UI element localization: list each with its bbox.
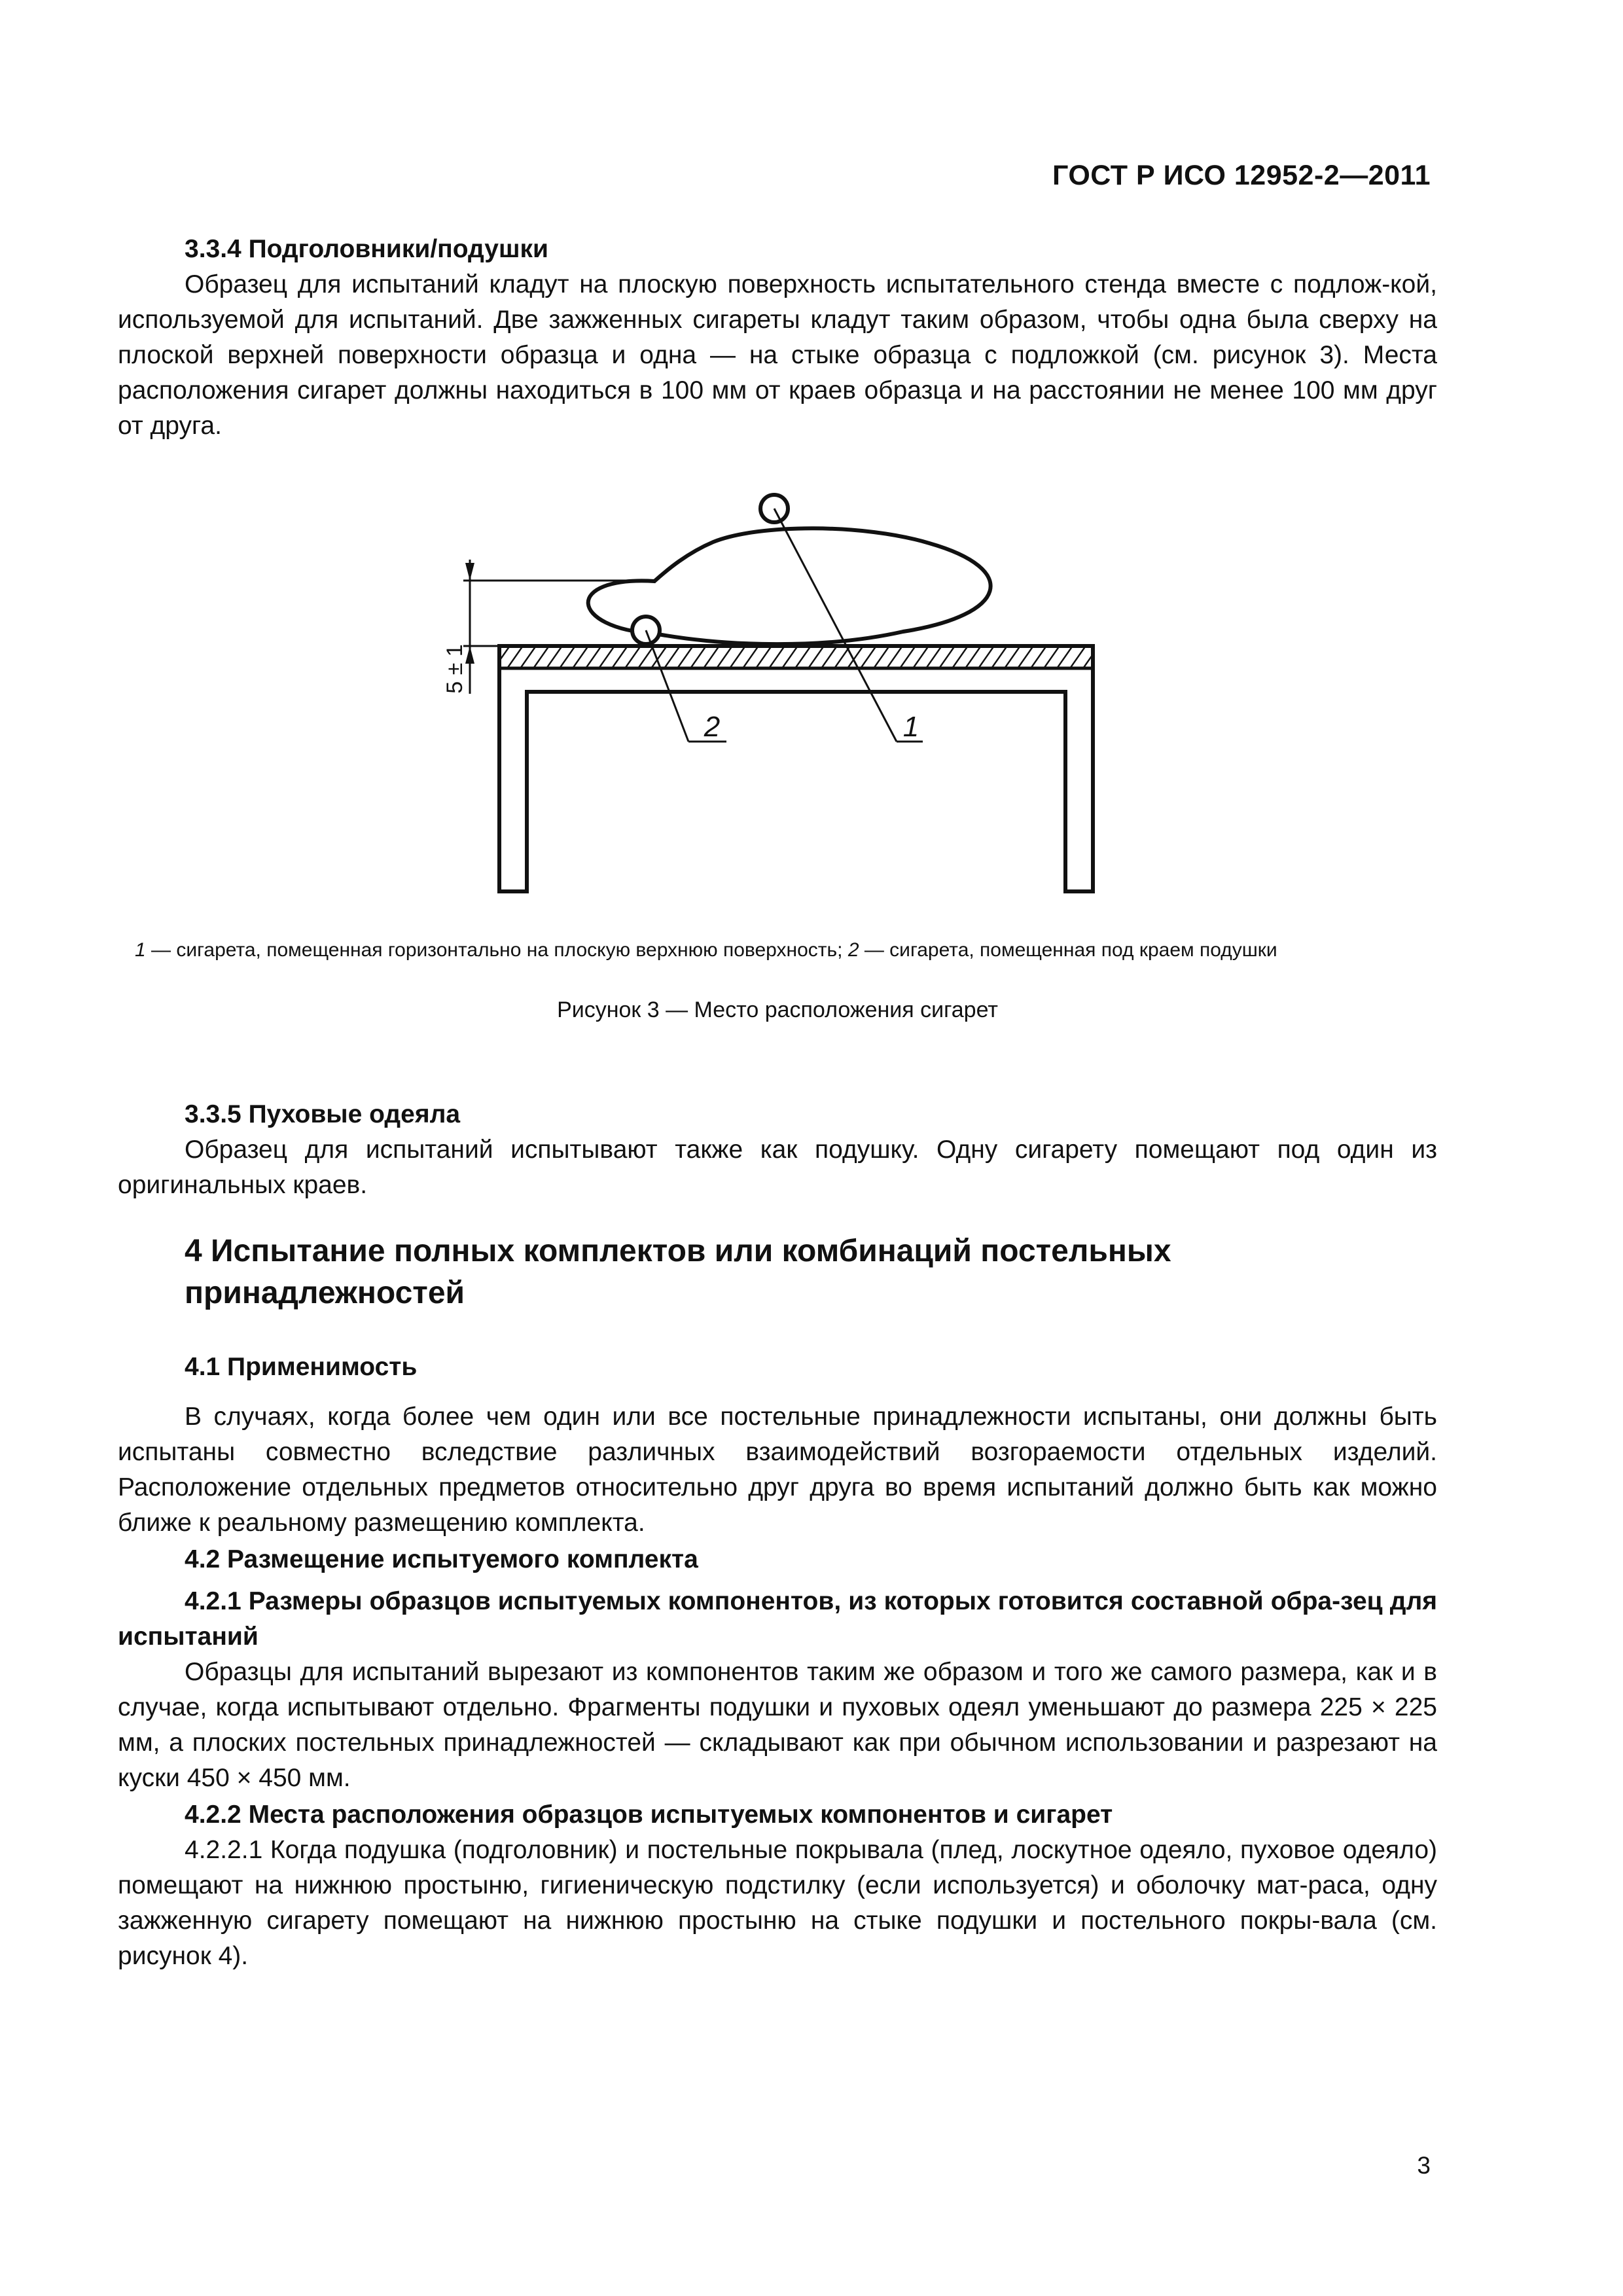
figure-3-legend — [135, 937, 1277, 963]
section-4-2-2-heading: 4.2.2 Места расположения образцов испытуемых компонентов и сигарет — [185, 1801, 1113, 1829]
substrate-hatched-layer — [499, 646, 1093, 668]
section-3-3-5-heading: 3.3.5 Пуховые одеяла — [185, 1100, 461, 1128]
section-3-3-5-text: Образец для испытаний испытывают также как подушку. Одну сигарету помещают под один из оригинальных краев. — [118, 1136, 1437, 1199]
label-2: 2 — [704, 711, 721, 743]
page-number: 3 — [1417, 2152, 1431, 2179]
section-4-1-heading: 4.1 Применимость — [185, 1353, 418, 1381]
section-3-3-4-text: Образец для испытаний кладут на плоскую поверхность испытательного стенда вместе с подлож-кой, используемой для испытаний. Две зажженных сигареты кладут таким образом, чтобы одна была сверху на плоской верхней поверхности образца и одна — на стыке образца с подложкой (см. рисунок 3). Места расположения сигарет должны находиться в 100 мм от краев образца и на расстоянии не менее 100 мм друг от друга. — [118, 270, 1437, 440]
section-4-1-text: В случаях, когда более чем один или все постельные принадлежности испытаны, они должны быть испытаны совместно вследствие различных взаимодействий возгораемости отдельных изделий. Расположение отдельных предметов относительно друг друга во время испытаний должно быть как можно ближе к реальному размещению комплекта. — [118, 1403, 1437, 1537]
section-4-heading: 4 Испытание полных комплектов или комбинаций постельных принадлежностей — [185, 1234, 1171, 1310]
section-3-3-4-heading: 3.3.4 Подголовники/подушки — [185, 235, 548, 263]
section-4-2-heading: 4.2 Размещение испытуемого комплекта — [185, 1545, 698, 1573]
legend-number-1: 1 — [135, 939, 146, 961]
figure-3-drawing — [419, 478, 1165, 910]
legend-number-2: 2 — [847, 939, 859, 961]
figure-3-title: Рисунок 3 — Место расположения сигарет — [557, 997, 998, 1022]
section-4-2-2-1-text: 4.2.2.1 Когда подушка (подголовник) и постельные покрывала (плед, лоскутное одеяло, пуховое одеяло) помещают на нижнюю простыню, гигиеническую подстилку (если используется) и оболочку мат-раса, одну зажженную сигарету помещают на нижнюю простыню на стыке подушки и постельного покры-вала (см. рисунок 4). — [118, 1836, 1437, 1970]
document-code: ГОСТ Р ИСО 12952-2—2011 — [1052, 160, 1431, 191]
test-stand — [499, 646, 1093, 891]
legend-text-2: — сигарета, помещенная под краем подушки — [859, 939, 1277, 961]
section-4-2-1-heading: 4.2.1 Размеры образцов испытуемых компонентов, из которых готовится составной обра-зец для испытаний — [118, 1587, 1437, 1651]
section-4-2-1-text: Образцы для испытаний вырезают из компонентов таким же образом и того же самого размера, как и в случае, когда испытывают отдельно. Фрагменты подушки и пуховых одеял уменьшают до размера 225 × 225 мм, а плоских постельных принадлежностей — складывают как при обычном использовании и разрезают на куски 450 × 450 мм. — [118, 1658, 1437, 1792]
dimension-label: 5 ± 1 — [442, 644, 467, 694]
legend-text-1: — сигарета, помещенная горизонтально на плоскую верхнюю поверхность; — [145, 939, 848, 961]
label-1: 1 — [902, 711, 919, 743]
